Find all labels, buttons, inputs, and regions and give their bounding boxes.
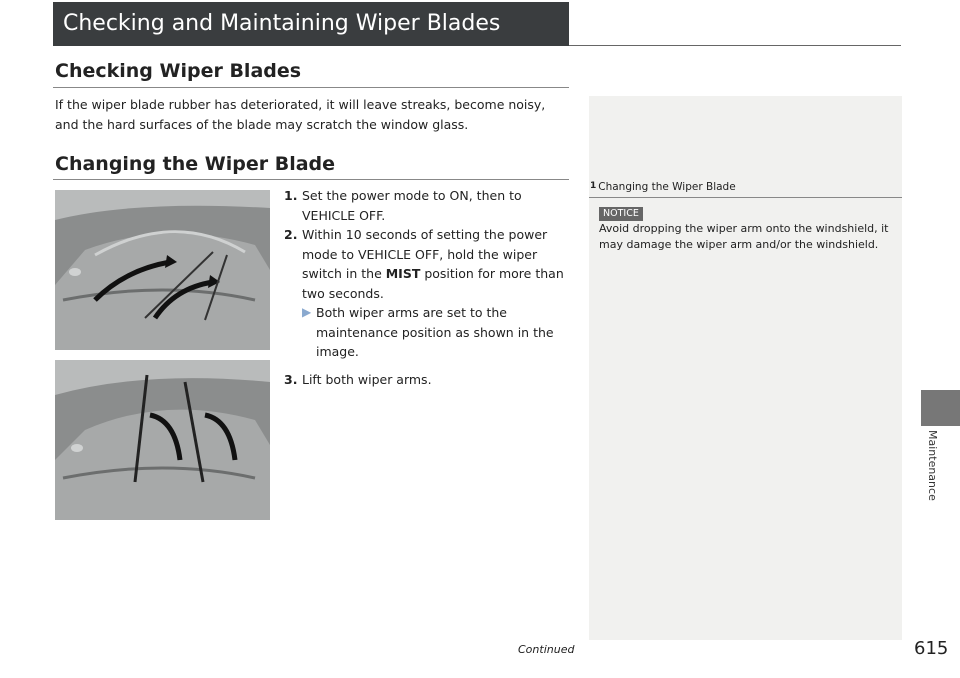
step-item xyxy=(284,225,574,362)
car-windshield-illustration xyxy=(55,190,270,350)
section-text-checking: If the wiper blade rubber has deteriorated, it will leave streaks, become noisy, and the hard surfaces of the blade may scratch the window glass. xyxy=(55,97,546,132)
section-rule xyxy=(53,87,569,88)
step-number: 2. xyxy=(284,227,298,242)
section-tab xyxy=(921,390,960,426)
section-heading-changing: Changing the Wiper Blade xyxy=(55,153,336,175)
sidebar-panel xyxy=(589,96,902,640)
sidebar-rule xyxy=(589,197,902,198)
page-number: 615 xyxy=(914,638,949,659)
step-sub-item xyxy=(302,303,574,362)
sidebar-text: Avoid dropping the wiper arm onto the windshield, it may damage the wiper arm and/or the windshield. xyxy=(599,222,889,251)
step-text-part: Within 10 seconds of setting the power mode to VEHICLE OFF, hold the wiper switch in the xyxy=(302,227,548,281)
title-rule xyxy=(569,45,901,46)
step-item xyxy=(284,370,574,390)
steps-list xyxy=(284,186,574,389)
car-windshield-illustration xyxy=(55,360,270,520)
sidebar-index: 1 xyxy=(590,181,597,191)
wiper-figure-maintenance-position xyxy=(55,190,270,350)
section-heading-checking: Checking Wiper Blades xyxy=(55,60,302,82)
page-title: Checking and Maintaining Wiper Blades xyxy=(53,2,569,46)
mist-label: MIST xyxy=(385,266,421,281)
step-sub-text: Both wiper arms are set to the maintenance position as shown in the image. xyxy=(316,305,554,359)
section-tab-label: Maintenance xyxy=(926,430,939,501)
step-item xyxy=(284,186,574,225)
step-text xyxy=(302,225,574,362)
step-text: Set the power mode to ON, then to VEHICLE OFF. xyxy=(302,188,522,223)
continued-label: Continued xyxy=(518,643,575,656)
wiper-figure-lifted xyxy=(55,360,270,520)
step-number: 3. xyxy=(284,371,298,387)
step-text-part: position for more than two seconds. xyxy=(302,266,564,301)
section-rule xyxy=(53,179,569,180)
sidebar-heading-text: Changing the Wiper Blade xyxy=(598,181,736,193)
arrow-right-icon: ▶ xyxy=(302,305,312,319)
notice-badge: NOTICE xyxy=(599,207,643,221)
step-text: Lift both wiper arms. xyxy=(302,371,432,387)
sidebar-heading xyxy=(590,181,736,193)
step-number: 1. xyxy=(284,188,298,203)
